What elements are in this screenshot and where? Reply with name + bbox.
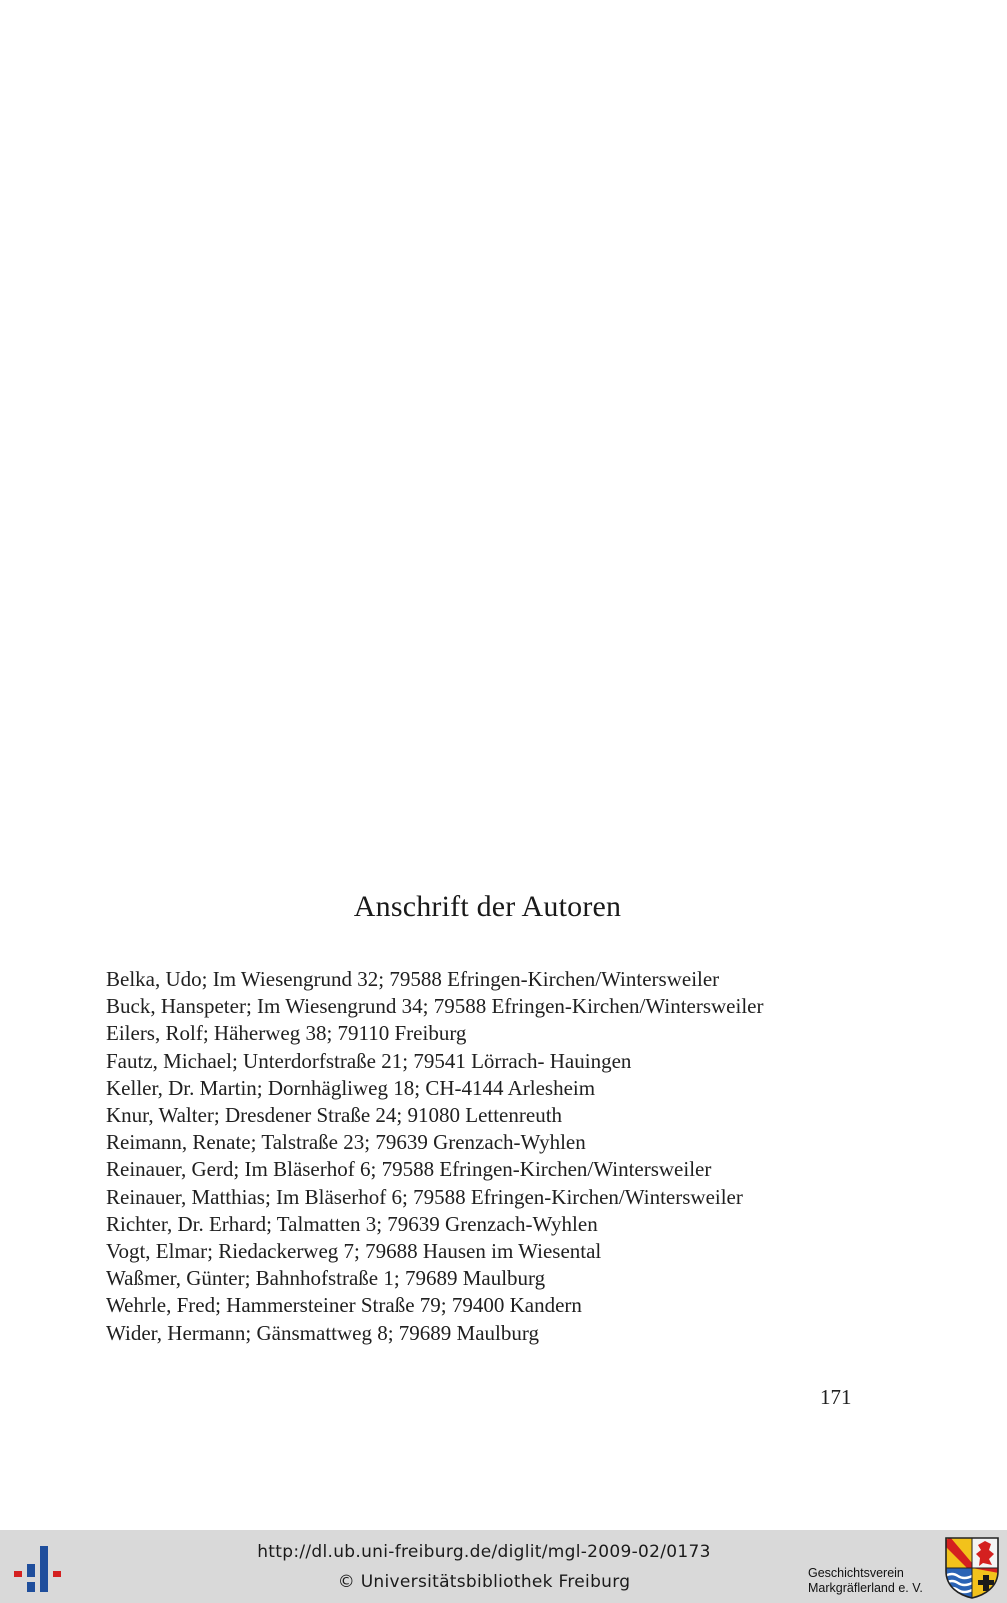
list-item: Wehrle, Fred; Hammersteiner Straße 79; 79400 Kandern <box>106 1293 582 1318</box>
list-item: Waßmer, Günter; Bahnhofstraße 1; 79689 Maulburg <box>106 1266 546 1291</box>
list-item: Reinauer, Matthias; Im Bläserhof 6; 79588 Efringen-Kirchen/Wintersweiler <box>106 1184 743 1209</box>
list-item: Eilers, Rolf; Häherweg 38; 79110 Freiburg <box>106 1021 467 1046</box>
source-url-link[interactable]: http://dl.ub.uni-freiburg.de/diglit/mgl-2009-02/0173 <box>257 1542 711 1562</box>
footer-bar <box>0 1530 1007 1603</box>
ub-freiburg-logo-icon[interactable] <box>14 1544 62 1594</box>
list-item: Fautz, Michael; Unterdorfstraße 21; 79541 Lörrach- Hauingen <box>106 1048 632 1073</box>
list-item: Richter, Dr. Erhard; Talmatten 3; 79639 Grenzach-Wyhlen <box>106 1211 598 1236</box>
coat-of-arms-icon[interactable] <box>945 1537 999 1599</box>
list-item: Knur, Walter; Dresdener Straße 24; 91080 Lettenreuth <box>106 1103 563 1128</box>
list-item: Keller, Dr. Martin; Dornhägliweg 18; CH-4144 Arlesheim <box>106 1075 596 1100</box>
list-item: Reimann, Renate; Talstraße 23; 79639 Grenzach-Wyhlen <box>106 1130 586 1155</box>
society-name-line-1: Geschichtsverein <box>808 1566 904 1580</box>
author-address-list <box>106 966 763 1347</box>
page-title: Anschrift der Autoren <box>353 890 622 923</box>
list-item: Belka, Udo; Im Wiesengrund 32; 79588 Efringen-Kirchen/Wintersweiler <box>106 967 720 991</box>
society-name <box>808 1566 923 1596</box>
list-item: Buck, Hanspeter; Im Wiesengrund 34; 79588 Efringen-Kirchen/Wintersweiler <box>106 994 764 1019</box>
copyright-text: © Universitätsbibliothek Freiburg <box>337 1572 631 1592</box>
society-name-line-2: Markgräflerland e. V. <box>808 1581 923 1595</box>
list-item: Vogt, Elmar; Riedackerweg 7; 79688 Hausen im Wiesental <box>106 1239 602 1264</box>
list-item: Reinauer, Gerd; Im Bläserhof 6; 79588 Efringen-Kirchen/Wintersweiler <box>106 1157 712 1182</box>
page-number: 171 <box>820 1385 852 1409</box>
list-item: Wider, Hermann; Gänsmattweg 8; 79689 Maulburg <box>106 1320 540 1345</box>
